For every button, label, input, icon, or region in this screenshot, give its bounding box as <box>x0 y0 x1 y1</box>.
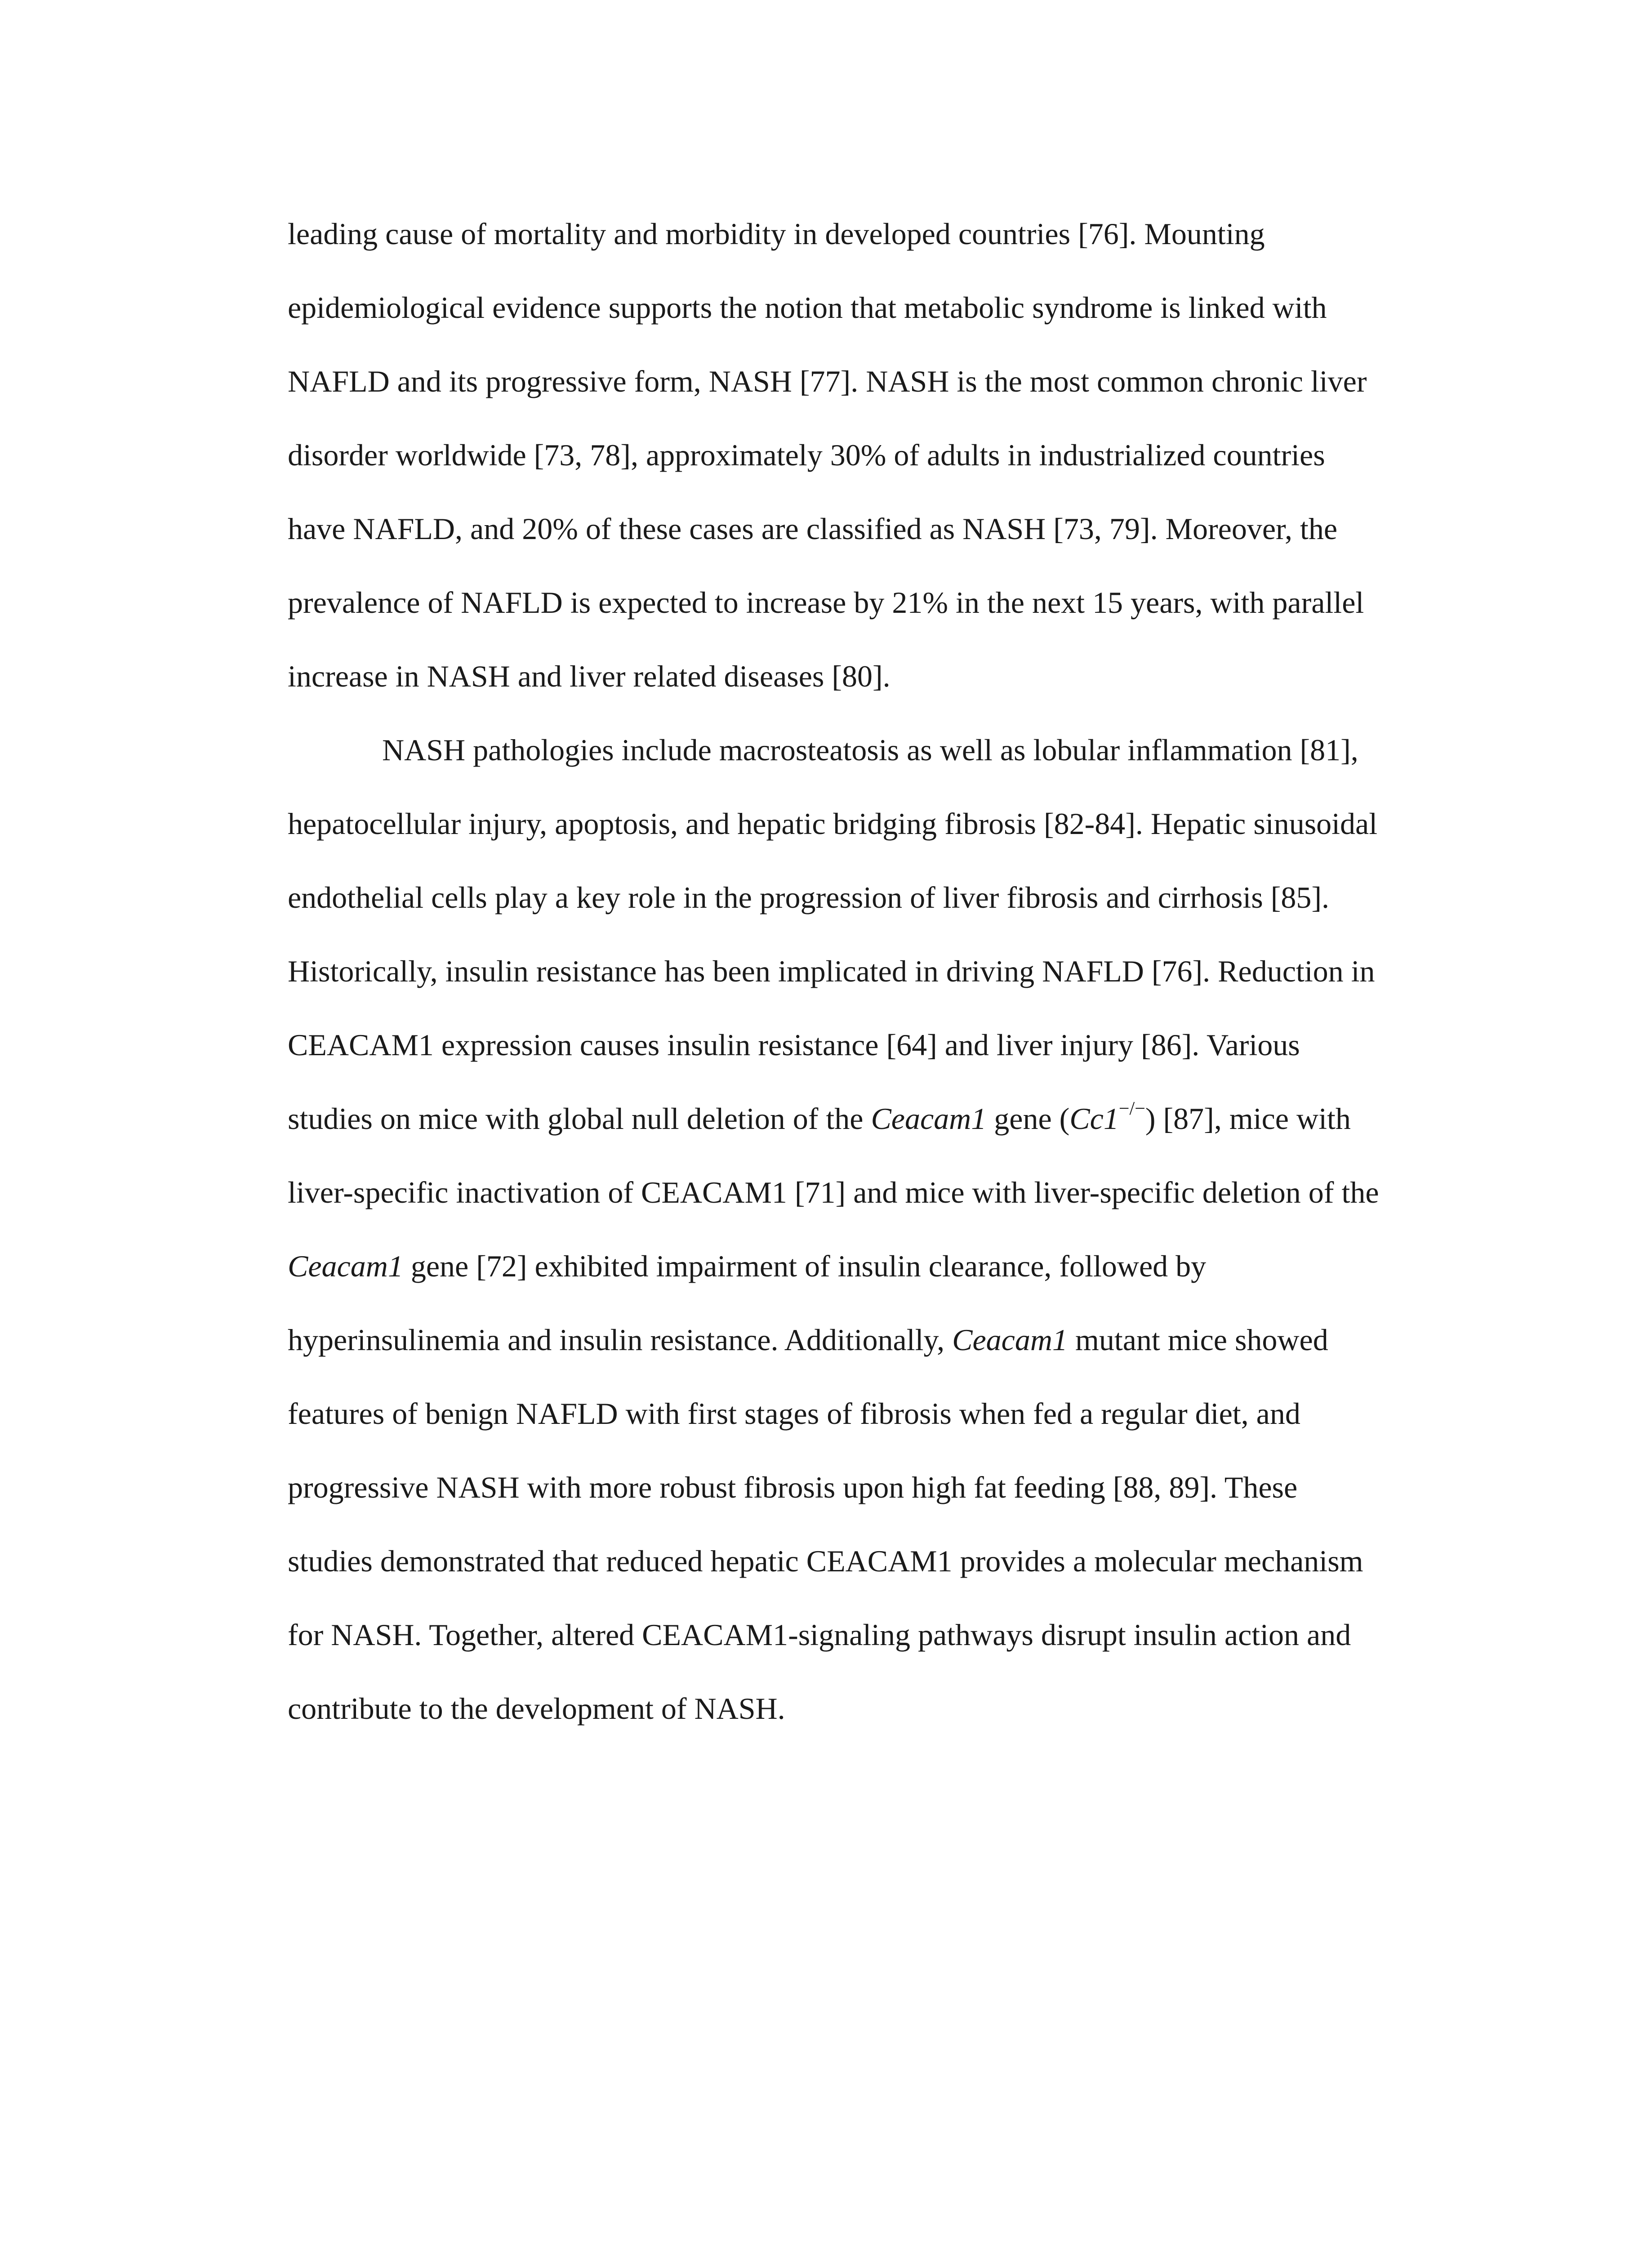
text-line <box>288 1248 1206 1284</box>
genotype-superscript: −/− <box>1118 1098 1145 1120</box>
text-segment: mutant mice showed <box>1067 1323 1328 1357</box>
text-line: epidemiological evidence supports the notion that metabolic syndrome is linked with <box>288 290 1327 325</box>
text-line: have NAFLD, and 20% of these cases are classified as NASH [73, 79]. Moreover, the <box>288 512 1338 546</box>
text-line: for NASH. Together, altered CEACAM1-signaling pathways disrupt insulin action and <box>288 1618 1351 1652</box>
text-line: progressive NASH with more robust fibrosis upon high fat feeding [88, 89]. These <box>288 1470 1298 1504</box>
text-line: hepatocellular injury, apoptosis, and hepatic bridging fibrosis [82-84]. Hepatic sinusoidal <box>288 807 1378 841</box>
text-line: disorder worldwide [73, 78], approximately 30% of adults in industrialized countries <box>288 438 1325 472</box>
text-line: NASH pathologies include macrosteatosis as well as lobular inflammation [81], <box>382 733 1358 767</box>
text-line: leading cause of mortality and morbidity in developed countries [76]. Mounting <box>288 217 1265 251</box>
text-segment: gene [72] exhibited impairment of insulin clearance, followed by <box>403 1249 1207 1283</box>
text-line: NAFLD and its progressive form, NASH [77]. NASH is the most common chronic liver <box>288 364 1367 398</box>
text-segment: hyperinsulinemia and insulin resistance. Additionally, <box>288 1323 953 1357</box>
text-line: features of benign NAFLD with first stages of fibrosis when fed a regular diet, and <box>288 1396 1300 1431</box>
text-line: contribute to the development of NASH. <box>288 1691 785 1726</box>
gene-name: Ceacam1 <box>288 1249 403 1283</box>
text-line: liver-specific inactivation of CEACAM1 [71] and mice with liver-specific deletion of the <box>288 1175 1379 1209</box>
text-line: CEACAM1 expression causes insulin resistance [64] and liver injury [86]. Various <box>288 1028 1300 1062</box>
gene-name: Ceacam1 <box>952 1323 1068 1357</box>
text-line: prevalence of NAFLD is expected to increase by 21% in the next 15 years, with parallel <box>288 585 1364 620</box>
text-line: increase in NASH and liver related diseases [80]. <box>288 659 891 693</box>
text-segment: gene ( <box>986 1102 1070 1136</box>
text-segment: ) [87], mice with <box>1145 1102 1351 1136</box>
text-segment: studies on mice with global null deletion of the <box>288 1102 871 1136</box>
text-line <box>288 1322 1328 1358</box>
gene-name: Ceacam1 <box>871 1102 987 1136</box>
text-line: studies demonstrated that reduced hepatic CEACAM1 provides a molecular mechanism <box>288 1544 1363 1578</box>
text-line: Historically, insulin resistance has been implicated in driving NAFLD [76]. Reduction in <box>288 954 1375 988</box>
text-line: endothelial cells play a key role in the progression of liver fibrosis and cirrhosis [85]. <box>288 880 1330 914</box>
gene-abbreviation: Cc1 <box>1069 1102 1119 1136</box>
text-line <box>288 1098 1351 1137</box>
